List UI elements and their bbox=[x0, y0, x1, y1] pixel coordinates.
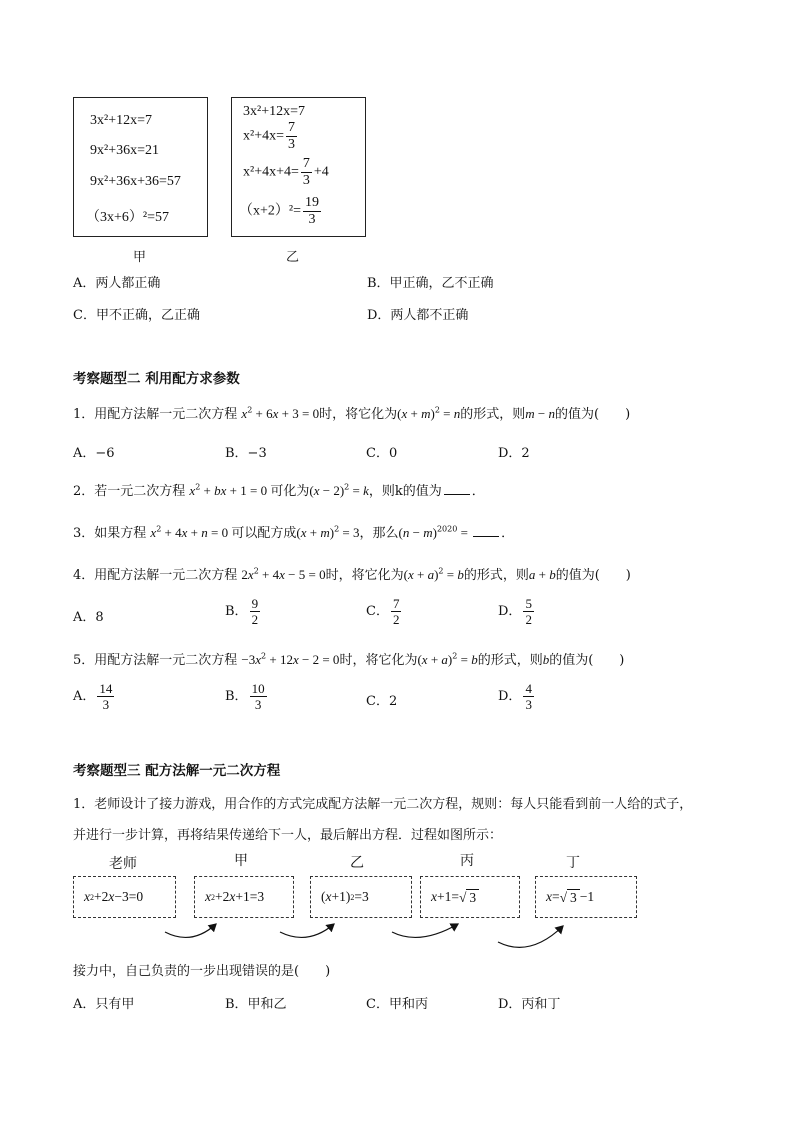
jia-line-3: 9x²+36x+36=57 bbox=[90, 174, 181, 189]
yi-caption: 乙 bbox=[286, 250, 300, 265]
s2-q4-option-d: D． $\frac{5}{2}$ bbox=[498, 596, 532, 627]
yi-line-3: x²+4x+4= $\frac{7}{3}$ +4 bbox=[243, 156, 329, 188]
s2-q1-option-d: D．2 bbox=[498, 446, 530, 461]
s2-q5: 5．用配方法解一元二次方程 $-3x^2 + 12x - 2 = 0$时，将它化为$(x + a)^2 = b$的形式，则b的值为( ) bbox=[73, 651, 625, 668]
relay-box-jia: x 2 +2 x +1=3 bbox=[194, 876, 294, 918]
jia-line-2: 9x²+36x=21 bbox=[90, 143, 159, 158]
s3-option-c: C．甲和丙 bbox=[366, 997, 428, 1012]
s2-q5-option-c: C．2 bbox=[366, 694, 398, 709]
s2-q3: 3．如果方程 $x^2 + 4x + n = 0$ 可以配方成$(x + m)^2 = 3$，那么$(n - m)^{2020}$ = ． bbox=[73, 524, 515, 541]
s2-q5-option-a: A． $\frac{14}{3}$ bbox=[73, 681, 113, 712]
s3-q1-line1: 1．老师设计了接力游戏，用合作的方式完成配方法解一元二次方程，规则：每人只能看到前一人给的式子， bbox=[73, 797, 693, 812]
relay-box-bing: x +1= √ 3 bbox=[420, 876, 520, 918]
relay-label-teacher: 老师 bbox=[109, 856, 137, 872]
s3-option-a: A．只有甲 bbox=[73, 997, 135, 1012]
relay-label-ding: 丁 bbox=[566, 855, 580, 871]
arrow-4 bbox=[498, 926, 563, 947]
top-option-c: C．甲不正确，乙正确 bbox=[73, 308, 200, 323]
section3-title: 考察题型三 配方法解一元二次方程 bbox=[73, 763, 281, 779]
relay-box-teacher: x 2 +2 x −3=0 bbox=[73, 876, 176, 918]
yi-line-1: 3x²+12x=7 bbox=[243, 104, 305, 119]
relay-box-ding: x = √ 3 −1 bbox=[535, 876, 637, 918]
s2-q1-option-c: C．0 bbox=[366, 446, 398, 461]
s3-option-b: B．甲和乙 bbox=[225, 997, 287, 1012]
arrow-2 bbox=[280, 924, 334, 937]
relay-box-yi: ( x +1) 2 =3 bbox=[310, 876, 412, 918]
arrow-1 bbox=[165, 924, 216, 937]
s3-q1-line2: 并进行一步计算，再将结果传递给下一人，最后解出方程．过程如图所示： bbox=[73, 828, 503, 843]
s2-q4-option-b: B． $\frac{9}{2}$ bbox=[225, 596, 259, 627]
s2-q5-option-b: B． $\frac{10}{3}$ bbox=[225, 681, 265, 712]
top-option-a: A．两人都正确 bbox=[73, 276, 161, 291]
jia-caption: 甲 bbox=[133, 250, 147, 265]
section2-title: 考察题型二 利用配方求参数 bbox=[73, 371, 240, 387]
s2-q1: 1．用配方法解一元二次方程 $x^2 + 6x + 3 = 0$时，将它化为$(x + m)^2 = n$的形式，则m − n的值为( ) bbox=[73, 405, 631, 422]
top-option-b: B．甲正确，乙不正确 bbox=[367, 276, 494, 291]
s2-q4-option-c: C． $\frac{7}{2}$ bbox=[366, 596, 400, 627]
s3-question: 接力中，自己负责的一步出现错误的是( ) bbox=[73, 964, 331, 979]
relay-label-jia: 甲 bbox=[234, 853, 248, 869]
yi-line-4: （x+2）²= $\frac{19}{3}$ bbox=[239, 195, 319, 227]
relay-label-yi: 乙 bbox=[350, 855, 364, 871]
s2-q2: 2．若一元二次方程 $x^2$ + bx + 1 = 0 可化为$(x - 2)^2 = k$，则k的值为 ． bbox=[73, 482, 485, 499]
s2-q1-option-a: A．−6 bbox=[73, 446, 115, 461]
s2-q5-option-d: D． $\frac{4}{3}$ bbox=[498, 681, 532, 712]
s2-q4: 4．用配方法解一元二次方程 $2x^2 + 4x - 5 = 0$时，将它化为$(x + a)^2 = b$的形式，则a + b的值为( ) bbox=[73, 566, 631, 583]
relay-label-bing: 丙 bbox=[460, 853, 474, 869]
jia-line-4: （3x+6）²=57 bbox=[86, 210, 169, 225]
s2-q1-option-b: B．−3 bbox=[225, 446, 267, 461]
yi-line-2: x²+4x= $\frac{7}{3}$ bbox=[243, 120, 295, 152]
s3-option-d: D．丙和丁 bbox=[498, 997, 561, 1012]
arrow-3 bbox=[392, 924, 458, 937]
s2-q4-option-a: A．8 bbox=[73, 610, 104, 625]
top-option-d: D．两人都不正确 bbox=[367, 308, 469, 323]
jia-line-1: 3x²+12x=7 bbox=[90, 113, 152, 128]
